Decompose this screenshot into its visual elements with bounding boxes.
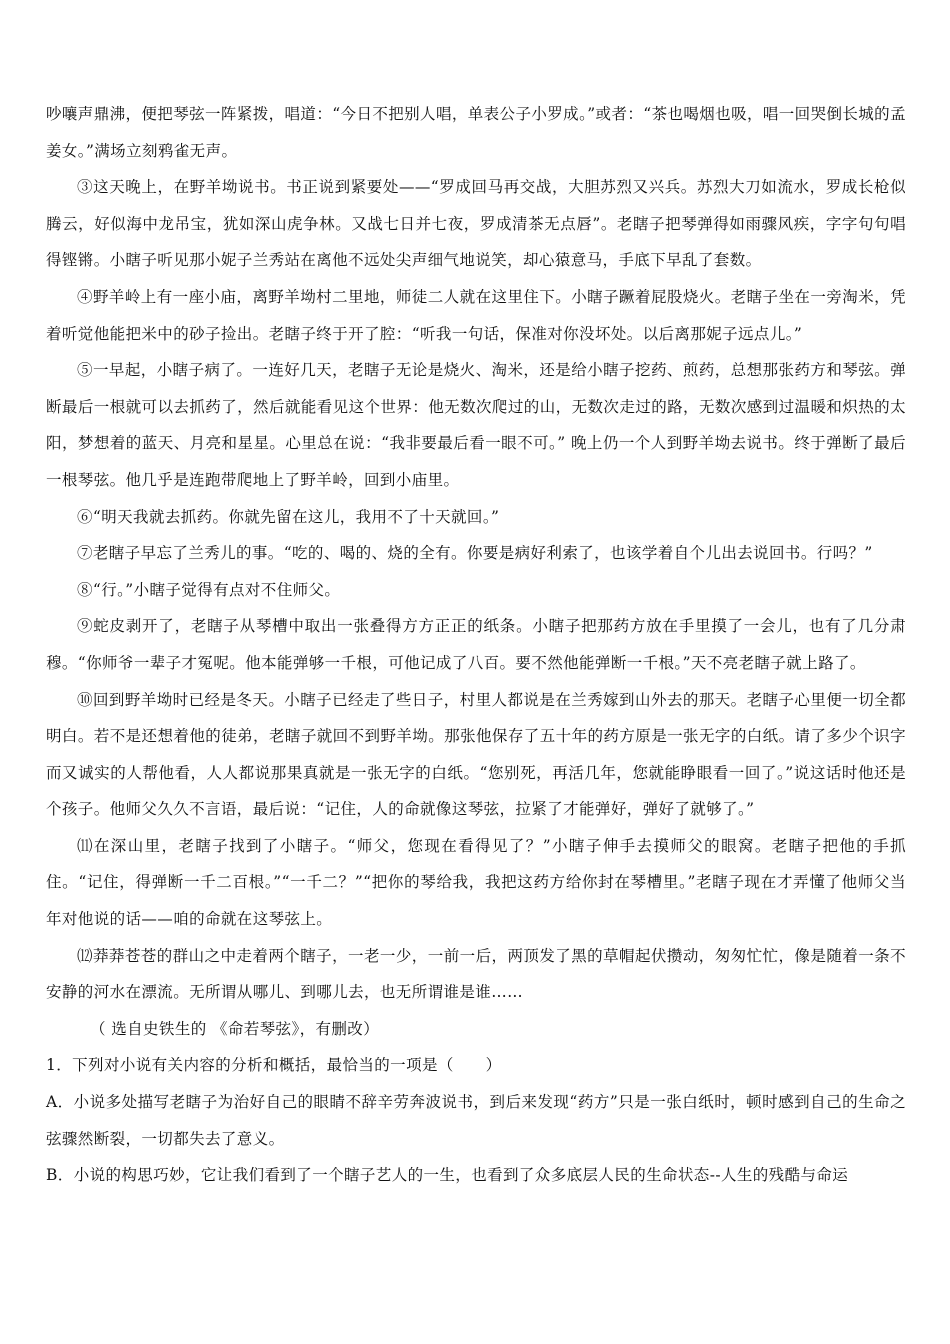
story-paragraph: ⑥“明天我就去抓药。你就先留在这儿，我用不了十天就回。”: [77, 507, 500, 526]
story-paragraph: ③这天晚上，在野羊坳说书。书正说到紧要处——“罗成回马再交战，大胆苏烈又兴兵。苏烈大刀如流水，罗成长枪似腾云，好似海中龙吊宝，犹如深山虎争林。又战七日并七夜，罗成清茶无点唇”。老瞎子把琴弹得如雨骤风疾，字字句句唱得铿锵。小瞎子听见那小妮子兰秀站在离他不远处尖声细气地说笑，却心猿意马，手底下早乱了套数。: [46, 178, 906, 270]
question-stem: 1．下列对小说有关内容的分析和概括，最恰当的一项是（ ）: [46, 1056, 502, 1075]
document-page: [46, 96, 906, 1194]
answer-option-a: A．小说多处描写老瞎子为治好自己的眼睛不辞辛劳奔波说书，到后来发现“药方”只是一张白纸时，顿时感到自己的生命之弦骤然断裂，一切都失去了意义。: [46, 1093, 906, 1148]
story-paragraph: ⑦老瞎子早忘了兰秀儿的事。“吃的、喝的、烧的全有。你要是病好利索了，也该学着自个儿出去说回书。行吗？”: [77, 544, 873, 563]
question-block: [46, 1047, 906, 1193]
answer-option-b: B．小说的构思巧妙，它让我们看到了一个瞎子艺人的一生，也看到了众多底层人民的生命状态--人生的残酷与命运: [46, 1166, 849, 1185]
story-paragraph: ⑤一早起，小瞎子病了。一连好几天，老瞎子无论是烧火、淘米，还是给小瞎子挖药、煎药，总想那张药方和琴弦。弹断最后一根就可以去抓药了，然后就能看见这个世界：他无数次爬过的山，无数次走过的路，无数次感到过温暖和炽热的太阳，梦想着的蓝天、月亮和星星。心里总在说：“我非要最后看一眼不可。” 晚上仍一个人到野羊坳去说书。终于弹断了最后一根琴弦。他几乎是连跑带爬地上了野羊岭，回到小庙里。: [46, 361, 906, 489]
story-body: [46, 96, 906, 1011]
story-paragraph: ⑨蛇皮剥开了，老瞎子从琴槽中取出一张叠得方方正正的纸条。小瞎子把那药方放在手里摸了一会儿，也有了几分肃穆。“你师爷一辈子才冤呢。他本能弹够一千根，可他记成了八百。要不然他能弹断一千根。”天不亮老瞎子就上路了。: [46, 617, 906, 672]
story-paragraph: ⑾在深山里，老瞎子找到了小瞎子。“师父，您现在看得见了？”小瞎子伸手去摸师父的眼窝。老瞎子把他的手抓住。“记住，得弹断一千二百根。”“一千二？”“把你的琴给我，我把这药方给你封在琴槽里。”老瞎子现在才弄懂了他师父当年对他说的话——咱的命就在这琴弦上。: [46, 836, 906, 929]
story-paragraph: ⑧“行。”小瞎子觉得有点对不住师父。: [77, 580, 341, 599]
story-paragraph: 吵嚷声鼎沸，便把琴弦一阵紧拨，唱道：“今日不把别人唱，单表公子小罗成。”或者：“茶也喝烟也吸，唱一回哭倒长城的孟姜女。”满场立刻鸦雀无声。: [46, 105, 906, 160]
story-paragraph: ⑿莽莽苍苍的群山之中走着两个瞎子，一老一少，一前一后，两顶发了黑的草帽起伏攒动，匆匆忙忙，像是随着一条不安静的河水在漂流。无所谓从哪儿、到哪儿去，也无所谓谁是谁……: [46, 946, 906, 1002]
source-citation: （ 选自史铁生的 《命若琴弦》，有删改）: [90, 1019, 380, 1038]
story-paragraph: ⑩回到野羊坳时已经是冬天。小瞎子已经走了些日子，村里人都说是在兰秀嫁到山外去的那天。老瞎子心里便一切全都明白。若不是还想着他的徒弟，老瞎子就回不到野羊坳。那张他保存了五十年的药方原是一张无字的白纸。请了多少个识字而又诚实的人帮他看，人人都说那果真就是一张无字的白纸。“您别死，再活几年，您就能睁眼看一回了。”说这话时他还是个孩子。他师父久久不言语，最后说：“记住，人的命就像这琴弦，拉紧了才能弹好，弹好了就够了。”: [46, 690, 906, 819]
story-paragraph: ④野羊岭上有一座小庙，离野羊坳村二里地，师徒二人就在这里住下。小瞎子蹶着屁股烧火。老瞎子坐在一旁淘米，凭着听觉他能把米中的砂子捡出。老瞎子终于开了腔：“听我一句话，保准对你没坏处。以后离那妮子远点儿。”: [46, 287, 906, 343]
